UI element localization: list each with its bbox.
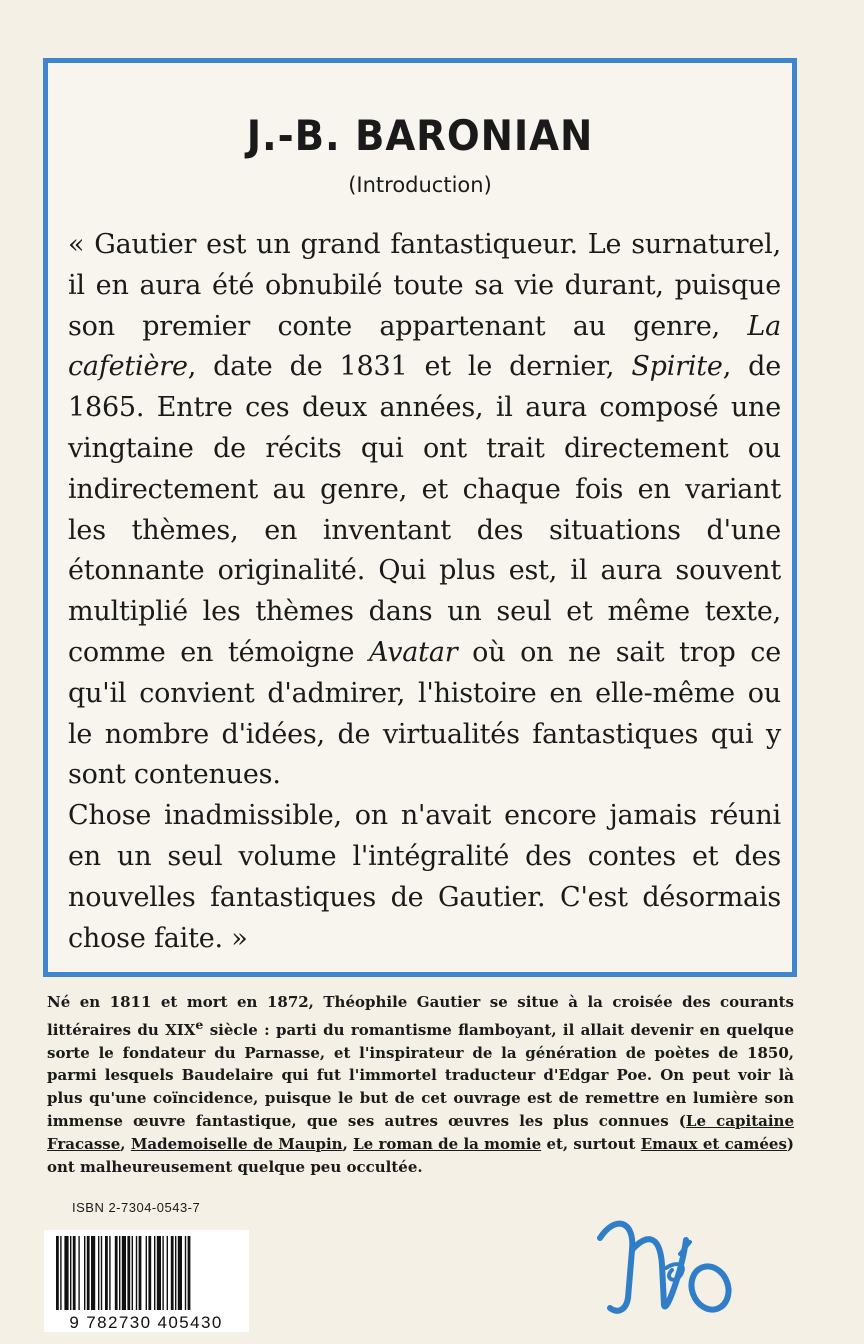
quote-frame [43,58,797,977]
bio-text: siècle : parti du romantisme flamboyant, il allait devenir en quelque sorte le fondateur du Parnasse, et l'inspirateur de la génération de poètes de 1850, parmi lesquels Baudelaire qui fut l'immortel traducteur d'Edgar Poe. On peut voir là plus qu'une coïncidence, puisque le but de cet ouvrage est de remettre en lumière son immense œuvre fantastique, que ses autres œuvres les plus connues ( [47,1020,794,1130]
barcode-bar [105,1236,108,1310]
barcode-bar [171,1236,174,1310]
barcode-number: 9 782730 405430 [69,1313,223,1332]
quote-paragraph-2: Chose inadmissible, on n'avait encore jamais réuni en un seul volume l'intégralité des contes et des nouvelles fantastiques de Gautier. C'est désormais chose faite. » [68,800,781,954]
barcode-bar [178,1236,182,1310]
barcode-bar [154,1236,155,1310]
title-spirite: Spirite [631,351,723,383]
separator: , [342,1134,354,1153]
separator: , [120,1134,131,1153]
bio-text: ) ont malheureusement quelque peu occultée. [47,1134,795,1176]
bio-text: et, surtout [541,1134,641,1153]
barcode-bar [101,1236,102,1310]
barcode-bar [162,1236,163,1310]
barcode-bar [127,1236,130,1310]
barcode-bar [56,1236,59,1310]
barcode-bar [78,1236,79,1310]
work-title: Le roman de la momie [353,1134,542,1153]
barcode-bar [84,1236,85,1310]
barcode-bar [132,1236,133,1310]
introduction-quote [68,225,781,959]
quote-text: « Gautier est un grand fantastiqueur. Le surnaturel, il en aura été obnubilé toute sa vie durant, puisque son premier conte appartenant au genre, [68,229,781,342]
quote-text: où on ne sait trop ce qu'il convient d'admirer, l'histoire en elle-même ou le nombre d'idées, de virtualités fantastiques qui y sont contenues. [68,636,781,791]
barcode-bar [87,1236,90,1310]
barcode-bar [167,1236,168,1310]
barcode-bar [139,1236,142,1310]
barcode-bar [70,1236,71,1310]
quote-paragraph-1 [68,225,781,796]
work-title: Mademoiselle de Maupin [130,1134,343,1153]
barcode-bar [148,1236,151,1310]
quote-text: , de 1865. Entre ces deux années, il aura composé une vingtaine de récits qui ont trait directement ou indirectement au genre, et chaque fois en variant les thèmes, en inventant des situations d'une étonnante originalité. Qui plus est, il aura souvent multiplié les thèmes dans un seul et même texte, comme en témoigne [68,351,781,668]
barcode-bar [73,1236,76,1310]
barcode-bar [146,1236,147,1310]
work-title: Le capitaine Fracasse [47,1111,794,1153]
bio-text: Né en 1811 et mort en 1872, Théophile Gautier se situe à la croisée des courants littéraires du XIX [47,993,794,1039]
neo-logo [590,1210,740,1320]
author-biography [47,991,794,1178]
barcode-bar [157,1236,161,1310]
author-name: J.-B. BARONIAN [246,111,594,160]
barcode-bar [60,1236,61,1310]
barcode-bar [115,1236,118,1310]
barcode-bar [98,1236,99,1310]
barcode-bar [188,1236,191,1310]
barcode-bar [91,1236,95,1310]
barcode-bar [122,1236,126,1310]
barcode-bar [136,1236,137,1310]
barcode-bar [64,1236,68,1310]
quote-text: , date de 1831 et le dernier, [187,351,632,383]
barcode-bar [109,1236,110,1310]
introduction-label: (Introduction) [348,173,492,197]
work-title: Emaux et camées [640,1134,787,1153]
title-avatar: Avatar [369,636,458,668]
title-la-cafetiere: La cafetière [68,310,781,383]
barcode-bar [175,1236,176,1310]
isbn-number: ISBN 2-7304-0543-7 [72,1200,201,1215]
barcode-bar [119,1236,120,1310]
barcode-bar [185,1236,186,1310]
superscript: e [195,1016,204,1032]
barcode [44,1230,249,1332]
